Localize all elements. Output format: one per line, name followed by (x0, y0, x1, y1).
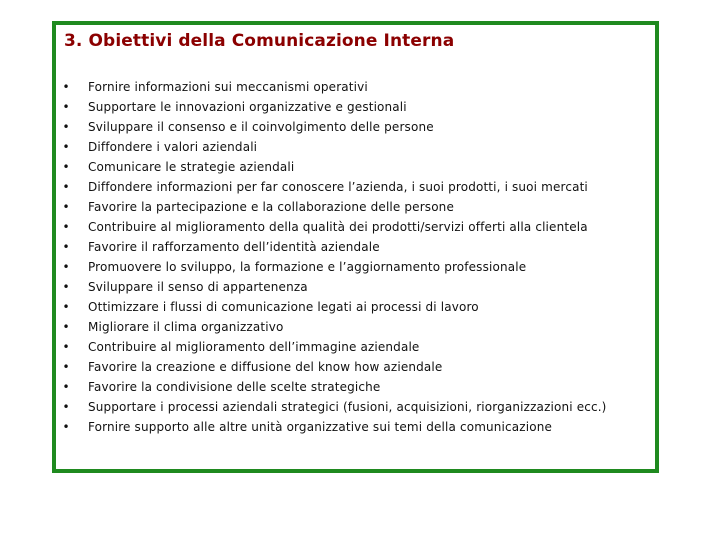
list-item-text: Fornire supporto alle altre unità organizzative sui temi della comunicazione (88, 420, 552, 434)
list-item-text: Diffondere i valori aziendali (88, 140, 258, 154)
slide-title: 3. Obiettivi della Comunicazione Interna (64, 31, 455, 51)
list-item-text: Promuovere lo sviluppo, la formazione e l’aggiornamento professionale (88, 260, 527, 274)
list-item-text: Favorire il rafforzamento dell’identità aziendale (88, 240, 380, 254)
list-item-text: Supportare le innovazioni organizzative e gestionali (88, 100, 407, 114)
list-item-text: Fornire informazioni sui meccanismi operativi (88, 80, 368, 94)
list-item-text: Supportare i processi aziendali strategici (fusioni, acquisizioni, riorganizzazioni ecc.) (88, 400, 607, 414)
bullet-icon: • (62, 220, 70, 234)
list-item-text: Migliorare il clima organizzativo (88, 320, 284, 334)
list-item-text: Sviluppare il consenso e il coinvolgimento delle persone (88, 120, 434, 134)
list-item-text: Favorire la creazione e diffusione del know how aziendale (88, 360, 443, 374)
list-item-text: Ottimizzare i flussi di comunicazione legati ai processi di lavoro (88, 300, 479, 314)
bullet-icon: • (62, 300, 70, 314)
bullet-icon: • (62, 160, 70, 174)
bullet-icon: • (62, 320, 70, 334)
list-item-text: Sviluppare il senso di appartenenza (88, 280, 308, 294)
list-item-text: Comunicare le strategie aziendali (88, 160, 295, 174)
list-item-text: Favorire la partecipazione e la collaborazione delle persone (88, 200, 454, 214)
bullet-icon: • (62, 240, 70, 254)
bullet-icon: • (62, 260, 70, 274)
bullet-icon: • (62, 100, 70, 114)
bullet-icon: • (62, 80, 70, 94)
bullet-icon: • (62, 280, 70, 294)
bullet-icon: • (62, 380, 70, 394)
list-item-text: Contribuire al miglioramento dell’immagine aziendale (88, 340, 420, 354)
bullet-icon: • (62, 400, 70, 414)
bullet-icon: • (62, 420, 70, 434)
bullet-icon: • (62, 360, 70, 374)
bullet-icon: • (62, 180, 70, 194)
bullet-icon: • (62, 340, 70, 354)
bullet-icon: • (62, 200, 70, 214)
list-item-text: Favorire la condivisione delle scelte strategiche (88, 380, 381, 394)
bullet-icon: • (62, 140, 70, 154)
bullet-icon: • (62, 120, 70, 134)
slide-frame (52, 21, 659, 473)
list-item-text: Contribuire al miglioramento della qualità dei prodotti/servizi offerti alla clientela (88, 220, 588, 234)
list-item-text: Diffondere informazioni per far conoscere l’azienda, i suoi prodotti, i suoi mercati (88, 180, 588, 194)
